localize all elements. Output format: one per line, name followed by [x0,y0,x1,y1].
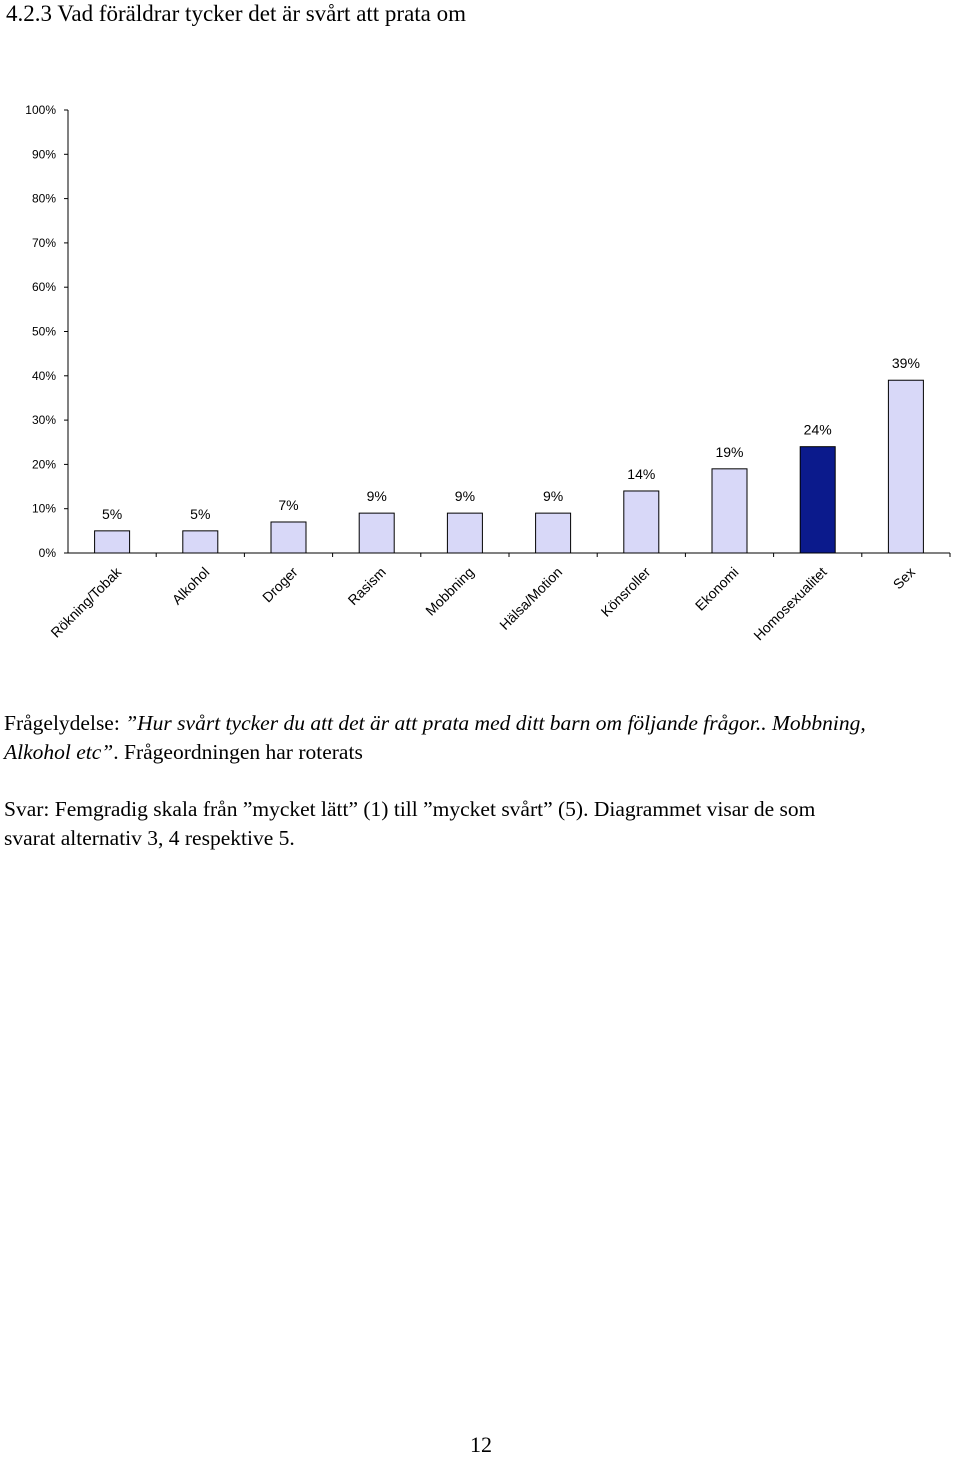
page-number: 12 [470,1432,492,1457]
bar [624,491,659,553]
category-label: Alkohol [168,563,213,608]
category-label: Rasism [344,563,389,609]
question-paragraph [4,709,934,767]
data-label: 9% [454,488,476,505]
bar [800,447,835,553]
y-tick-label: 50% [31,324,56,339]
category-label: Hälsa/Motion [496,563,566,633]
data-label: 9% [366,488,387,505]
category-label: Ekonomi [691,563,742,614]
bar [447,513,482,553]
data-label: 9% [542,488,564,505]
question-note: . Frågeordningen har roterats [113,740,363,764]
data-label: 19% [715,443,744,460]
y-tick-label: 60% [31,280,56,295]
bar [183,531,218,553]
data-label: 7% [278,496,299,513]
data-label: 5% [101,505,123,522]
category-label: Sex [889,563,919,593]
category-label: Rökning/Tobak [47,563,125,641]
answer-line-1: Svar: Femgradig skala från ”mycket lätt” (1) till ”mycket svårt” (5). Diagrammet visar de som [4,797,816,821]
bar-chart [0,90,960,680]
bar [271,522,306,553]
y-tick-label: 30% [31,413,56,428]
y-tick-label: 70% [31,235,56,250]
category-label: Könsroller [597,563,654,620]
data-label: 14% [627,465,656,482]
section-heading: 4.2.3 Vad föräldrar tycker det är svårt att prata om [6,1,467,26]
answer-paragraph [4,795,815,853]
data-label: 5% [190,505,211,522]
bar [712,469,747,553]
y-tick-label: 80% [31,191,56,206]
y-tick-label: 10% [31,501,56,516]
category-label: Mobbning [422,563,478,619]
data-label: 39% [891,355,920,372]
y-tick-label: 100% [25,103,56,117]
bar [95,531,130,553]
bar [536,513,571,553]
bar [888,380,923,553]
bar [359,513,394,553]
data-label: 24% [803,421,832,438]
y-tick-label: 90% [31,147,56,162]
answer-line-2: svarat alternativ 3, 4 respektive 5. [4,826,295,850]
category-label: Droger [259,563,301,606]
y-tick-label: 20% [31,457,56,472]
question-label: Frågelydelse: [4,711,126,735]
question-text: ”Hur svårt tycker du att det är att prata med ditt barn om följande frågor.. Mobbning, Alkohol etc” [4,711,866,764]
y-tick-label: 0% [38,546,56,560]
category-label: Homosexualitet [750,563,830,644]
y-tick-label: 40% [31,368,56,383]
